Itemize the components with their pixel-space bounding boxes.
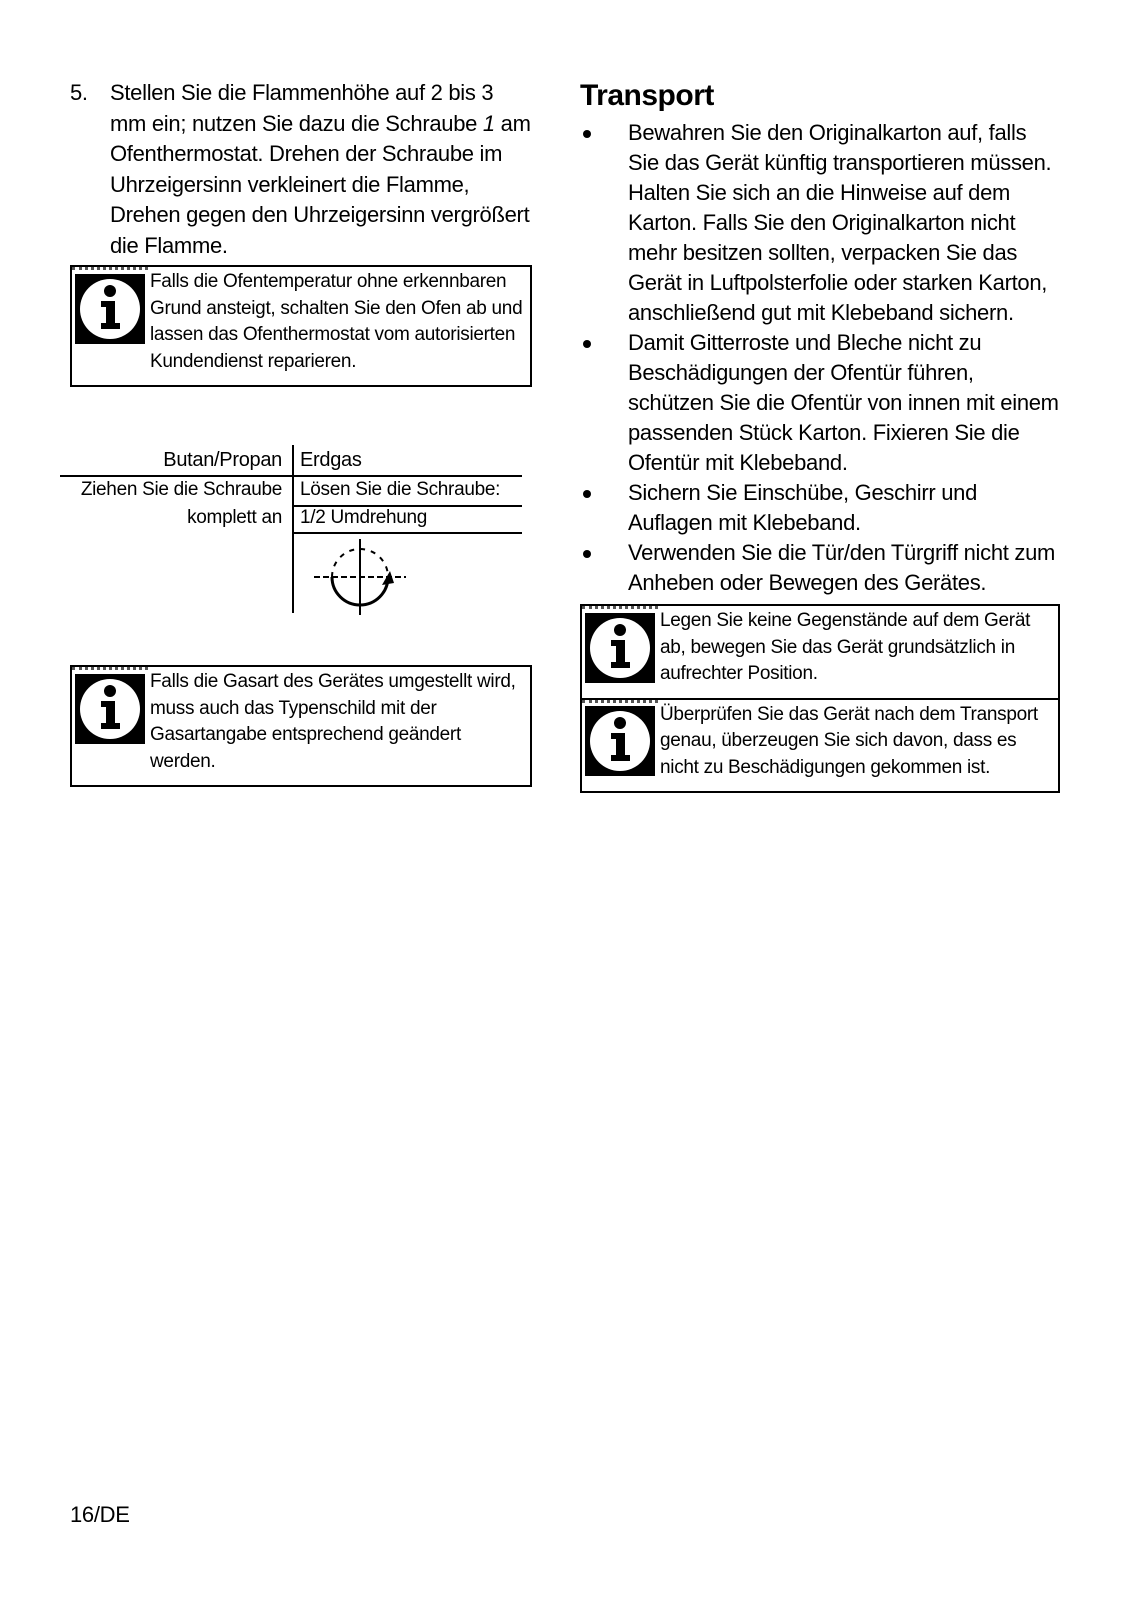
info-icon [72,667,148,747]
bullet-icon [583,340,591,348]
info-note-placement [582,606,1058,698]
bullet-icon [583,130,591,138]
right-column [580,78,1060,793]
info-note-text: Falls die Gasart des Gerätes umgestellt wird, muss auch das Typenschild mit der Gasartangabe entsprechend geändert werden. [150,671,516,772]
info-note-oven-temperature [70,265,532,387]
step-5 [70,78,532,261]
info-note-gas-type [70,665,532,787]
transport-info-notes [580,604,1060,793]
bullet-item: Sichern Sie Einschübe, Geschirr und Auflagen mit Klebeband. [580,478,1060,538]
bullet-item: Bewahren Sie den Originalkarton auf, falls Sie das Gerät künftig transportieren müssen. Halten Sie sich an die Hinweise auf dem Karton. Falls Sie den Originalkarton nicht mehr besitzen sollten, verpacken Sie das Gerät in Luftpolsterfolie oder starken Karton, anschließend gut mit Klebeband sichern. [580,118,1060,328]
info-icon [582,700,658,780]
bullet-item: Verwenden Sie die Tür/den Türgriff nicht zum Anheben oder Bewegen des Gerätes. [580,538,1060,598]
header-butane-propane: Butan/Propan [163,449,282,471]
info-note-text: Falls die Ofentemperatur ohne erkennbaren Grund ansteigt, schalten Sie den Ofen ab und lassen das Ofenthermostat vom autorisierten Kundendienst reparieren. [150,271,523,372]
info-icon [582,606,658,686]
gas-type-table [70,437,532,617]
bullet-icon [583,490,591,498]
bullet-icon [583,550,591,558]
natural-gas-instruction-line-1: Lösen Sie die Schraube: [300,479,501,500]
screw-rotation-icon [302,537,412,623]
butane-instruction-line-1: Ziehen Sie die Schraube [80,479,282,500]
info-icon [72,267,148,347]
header-natural-gas: Erdgas [300,449,362,471]
bullet-item: Damit Gitterroste und Bleche nicht zu Beschädigungen der Ofentür führen, schützen Sie die Ofentür von innen mit einem passenden Stück Karton. Fixieren Sie die Ofentür mit Klebeband. [580,328,1060,478]
step-text-before: Stellen Sie die Flammenhöhe auf 2 bis 3 mm ein; nutzen Sie dazu die Schraube [110,80,494,136]
step-text-after: am Ofenthermostat. Drehen der Schraube im Uhrzeigersinn verkleinert die Flamme, Drehen gegen den Uhrzeigersinn vergrößert die Flamme. [110,110,531,258]
page-number: 16/DE [70,1502,130,1527]
transport-bullet-list [580,118,1060,598]
info-note-text: Legen Sie keine Gegenstände auf dem Gerät ab, bewegen Sie das Gerät grundsätzlich in aufrechter Position. [660,610,1031,684]
section-heading-transport: Transport [580,79,714,112]
info-note-text: Überprüfen Sie das Gerät nach dem Transport genau, überzeugen Sie sich davon, dass es nicht zu Beschädigungen gekommen ist. [660,703,1038,778]
step-number: 5. [70,80,88,105]
butane-instruction-line-2: komplett an [187,507,282,528]
left-column [70,78,532,787]
natural-gas-instruction-line-2: 1/2 Umdrehung [300,507,428,528]
info-note-inspection [582,700,1058,792]
screw-reference: 1 [482,110,495,136]
